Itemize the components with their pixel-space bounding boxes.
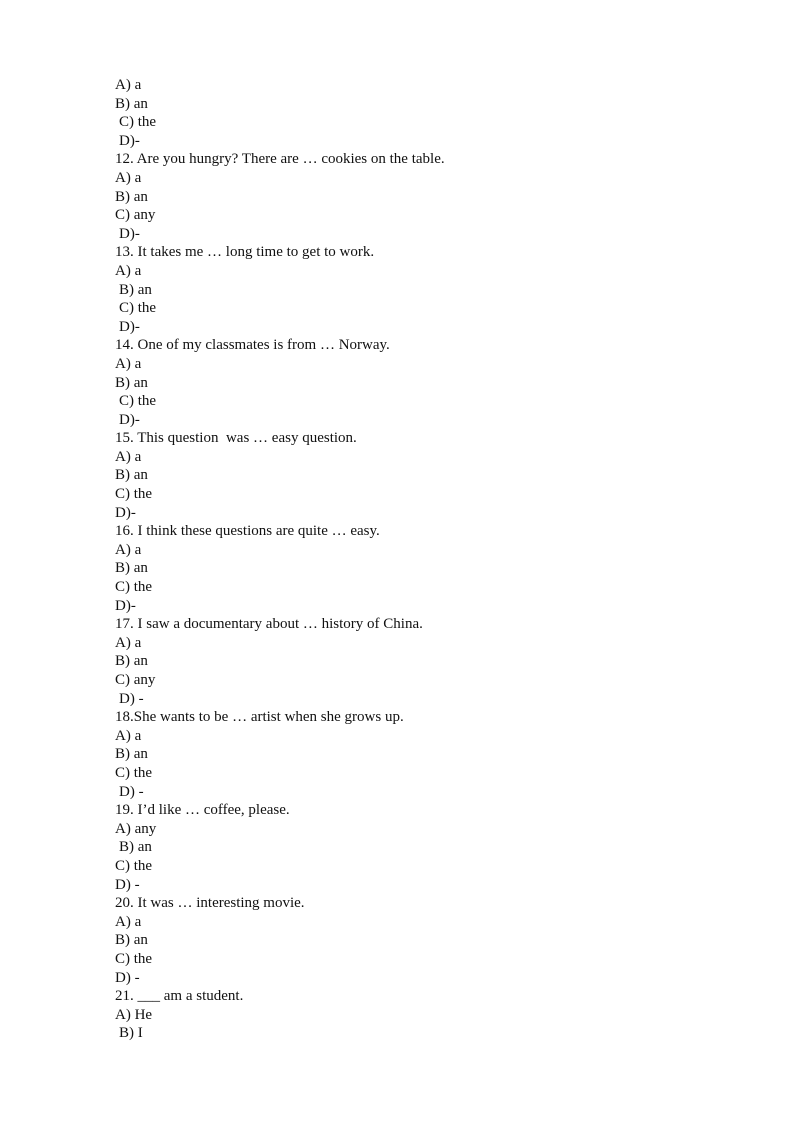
answer-option: D) - [115, 969, 140, 986]
question-text: 18.She wants to be … artist when she grows up. [115, 709, 404, 726]
question-text: 14. One of my classmates is from … Norway. [115, 337, 390, 354]
question-text: 20. It was … interesting movie. [115, 895, 305, 912]
answer-option: C) the [119, 114, 157, 131]
answer-option: C) any [115, 207, 156, 224]
answer-option: A) a [115, 634, 142, 651]
question-text: 21. ___ am a student. [115, 988, 244, 1005]
answer-option: C) the [115, 764, 153, 781]
question-text: 12. Are you hungry? There are … cookies on the table. [115, 151, 445, 168]
answer-option: C) the [115, 486, 153, 503]
answer-option: D) - [119, 783, 144, 800]
answer-option: B) an [115, 467, 148, 484]
question-text: 17. I saw a documentary about … history of China. [115, 616, 423, 633]
quiz-text-body [115, 76, 715, 1043]
answer-option: A) a [115, 913, 142, 930]
answer-option: A) a [115, 262, 142, 279]
answer-option: D)- [119, 132, 140, 149]
answer-option: A) a [115, 448, 142, 465]
answer-option: A) any [115, 820, 157, 837]
answer-option: B) an [115, 932, 148, 949]
answer-option: C) any [115, 672, 156, 688]
answer-option: D) - [115, 876, 140, 893]
answer-option: A) a [115, 355, 142, 372]
answer-option: D)- [115, 597, 136, 614]
answer-option: B) an [119, 281, 152, 298]
answer-option: C) the [115, 857, 153, 874]
answer-option: C) the [115, 950, 153, 967]
answer-option: B) I [119, 1025, 143, 1042]
answer-option: B) an [115, 374, 148, 391]
answer-option: A) He [115, 1006, 153, 1023]
answer-option: B) an [115, 560, 148, 577]
answer-option: D)- [119, 411, 140, 428]
answer-option: D) - [119, 690, 144, 707]
question-text: 15. This question was … easy question. [115, 430, 357, 447]
answer-option: B) an [115, 188, 148, 205]
answer-option: C) the [119, 393, 157, 410]
answer-option: D)- [119, 225, 140, 242]
question-text: 19. I’d like … coffee, please. [115, 802, 290, 819]
answer-option: B) an [115, 746, 148, 763]
answer-option: A) a [115, 169, 142, 186]
question-text: 16. I think these questions are quite … easy. [115, 523, 380, 540]
answer-option: A) a [115, 727, 142, 744]
answer-option: C) the [119, 300, 157, 317]
answer-option: B) an [115, 95, 148, 112]
answer-option: B) an [115, 653, 148, 670]
question-text: 13. It takes me … long time to get to work. [115, 244, 375, 261]
answer-option: D)- [115, 504, 136, 521]
answer-option: B) an [119, 839, 152, 856]
answer-option: D)- [119, 318, 140, 335]
answer-option: A) a [115, 541, 142, 558]
answer-option: C) the [115, 579, 153, 596]
answer-option: A) a [115, 77, 142, 93]
